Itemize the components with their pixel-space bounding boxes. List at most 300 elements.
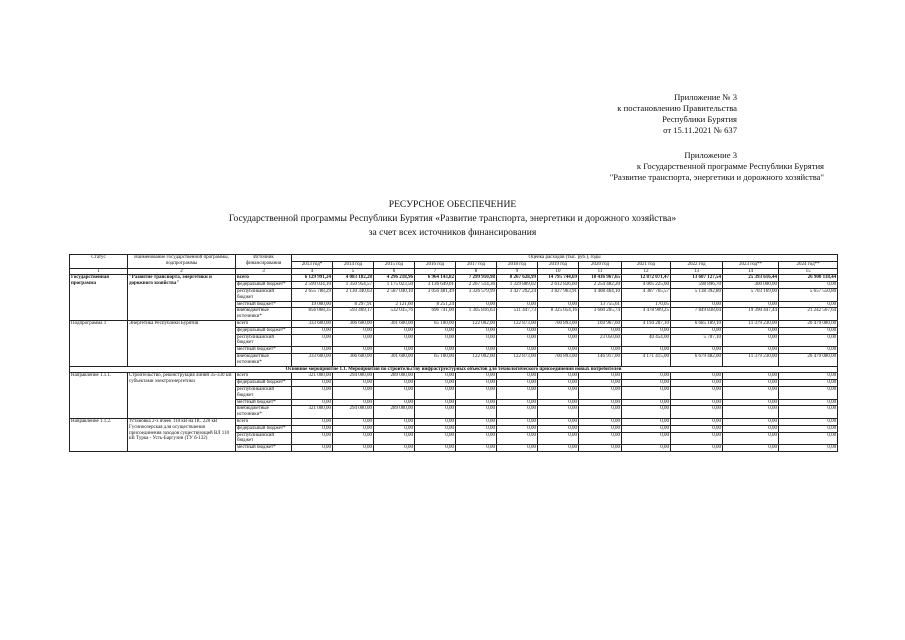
- section-title: Основное мероприятие 1.1. Мероприятия по строительству инфраструктурных объектов для технологического присоединения новых потребителей: [70, 366, 838, 373]
- row-value: 0,00: [456, 386, 497, 399]
- row-value: 2 121,60: [374, 301, 415, 308]
- row-value: 0,00: [579, 399, 622, 406]
- header-status: Статус: [70, 255, 128, 269]
- row-value: 0,00: [671, 301, 723, 308]
- row-value: 21 242 567,64: [779, 308, 838, 321]
- row-program-name: Установка 2-х ячеек 110 кВ на ПС 220 кВ Гусиноозерская для осуществления присоединения заходов существующей ВЛ 110 кВ Турка - Усть-Баргузин (ТУ б-132): [128, 418, 236, 451]
- row-value: 0,00: [456, 301, 497, 308]
- row-value: 14 795 744,69: [538, 275, 579, 282]
- row-value: 0,00: [538, 347, 579, 354]
- row-value: 4 478 909,25: [622, 308, 671, 321]
- row-value: 0,00: [497, 327, 538, 334]
- row-value: 25 393 616,44: [723, 275, 779, 282]
- row-value: 5 703 169,00: [723, 288, 779, 301]
- row-value: 0,00: [456, 425, 497, 432]
- row-value: 122 002,00: [456, 353, 497, 366]
- row-value: 8 297,91: [333, 301, 374, 308]
- row-value: 0,00: [497, 380, 538, 387]
- row-value: 0,00: [333, 425, 374, 432]
- header-col-number: 10: [538, 268, 579, 275]
- row-value: 4 005 225,60: [622, 282, 671, 289]
- row-value: 0,00: [779, 282, 838, 289]
- row-value: 294 000,00: [333, 406, 374, 419]
- header-year: 2015 год: [374, 261, 415, 268]
- row-value: 19 390 447,44: [723, 308, 779, 321]
- appendix-2-line: к Государственной программе Республики Бурятия: [636, 161, 824, 171]
- row-value: 12 872 071,47: [622, 275, 671, 282]
- row-value: 0,00: [415, 432, 456, 445]
- row-source: местный бюджет*: [236, 301, 292, 308]
- row-value: 0,00: [622, 418, 671, 425]
- row-value: 0,00: [292, 445, 333, 452]
- row-value: 4 408 464,10: [579, 288, 622, 301]
- row-value: 7 299 910,98: [456, 275, 497, 282]
- header-col-number: 13: [671, 268, 723, 275]
- row-value: 0,00: [671, 347, 723, 354]
- row-value: 0,00: [538, 425, 579, 432]
- row-value: 321 000,00: [292, 373, 333, 380]
- row-value: 0,00: [723, 445, 779, 452]
- row-value: 8 325 054,16: [538, 308, 579, 321]
- row-value: 0,00: [456, 432, 497, 445]
- row-value: 0,00: [538, 418, 579, 425]
- header-col-number: 4: [292, 268, 333, 275]
- row-value: 0,00: [456, 445, 497, 452]
- row-value: 0,00: [579, 432, 622, 445]
- row-value: 0,00: [415, 399, 456, 406]
- row-value: 0,00: [374, 425, 415, 432]
- row-value: 0,00: [779, 418, 838, 425]
- row-value: 856 068,35: [292, 308, 333, 321]
- appendix-2-line: "Развитие транспорта, энергетики и дорожного хозяйства": [609, 172, 824, 182]
- row-value: 0,00: [622, 373, 671, 380]
- row-source: внебюджетные источники*: [236, 308, 292, 321]
- row-value: 0,00: [292, 425, 333, 432]
- row-value: 0,00: [671, 399, 723, 406]
- row-value: 0,00: [671, 425, 723, 432]
- row-value: 0,00: [292, 386, 333, 399]
- row-value: 321 000,00: [292, 406, 333, 419]
- row-value: 0,00: [723, 406, 779, 419]
- row-value: 11 379 230,00: [723, 320, 779, 327]
- row-value: 0,00: [622, 380, 671, 387]
- row-source: всего: [236, 373, 292, 380]
- row-value: 0,00: [779, 386, 838, 399]
- row-value: 532 035,76: [374, 308, 415, 321]
- row-value: 0,00: [779, 425, 838, 432]
- row-value: 598 896,70: [671, 282, 723, 289]
- row-value: 0,00: [671, 418, 723, 425]
- row-value: 0,00: [292, 327, 333, 334]
- row-value: 0,00: [579, 380, 622, 387]
- row-value: 0,00: [497, 445, 538, 452]
- header-program-name: Наименование государственной программы, подпрограммы: [128, 255, 236, 269]
- row-value: 0,00: [671, 373, 723, 380]
- row-value: 0,00: [415, 347, 456, 354]
- row-value: 0,00: [333, 327, 374, 334]
- header-year: 2018 год: [497, 261, 538, 268]
- row-value: 300 000,00: [723, 282, 779, 289]
- row-value: 0,00: [579, 327, 622, 334]
- row-value: 146 917,00: [579, 353, 622, 366]
- row-value: 0,00: [292, 347, 333, 354]
- row-value: 1 305 816,63: [456, 308, 497, 321]
- row-value: 23 050,60: [579, 334, 622, 347]
- row-value: 1 350 954,57: [333, 282, 374, 289]
- header-col-number: 9: [497, 268, 538, 275]
- row-value: 0,00: [456, 334, 497, 347]
- row-value: 3 827 963,91: [538, 288, 579, 301]
- row-value: 20 479 080,00: [779, 320, 838, 327]
- row-value: 0,00: [374, 418, 415, 425]
- row-value: 0,00: [622, 386, 671, 399]
- row-status: Государственная программа: [70, 275, 128, 321]
- header-year: 2017 год: [456, 261, 497, 268]
- table-row: [70, 320, 838, 327]
- row-value: 0,00: [497, 386, 538, 399]
- row-value: 0,00: [723, 418, 779, 425]
- row-status: Подпрограмма 1: [70, 320, 128, 366]
- header-col-number: 6: [374, 268, 415, 275]
- row-value: 0,00: [333, 418, 374, 425]
- row-value: 0,00: [779, 327, 838, 334]
- row-value: 2 254 482,20: [579, 282, 622, 289]
- row-value: 0,00: [622, 432, 671, 445]
- row-value: 4 171 415,00: [622, 353, 671, 366]
- row-program-name: "Развитие транспорта, энергетики и дорожного хозяйства": [128, 275, 236, 321]
- appendix-2-title: Приложение 3: [684, 150, 737, 160]
- row-value: 0,00: [415, 445, 456, 452]
- row-value: 0,00: [456, 347, 497, 354]
- row-value: 700 893,00: [538, 320, 579, 327]
- row-source: республиканский бюджет: [236, 386, 292, 399]
- row-value: 3 136 649,01: [415, 282, 456, 289]
- row-value: 0,00: [333, 386, 374, 399]
- row-value: 0,00: [779, 380, 838, 387]
- row-value: 306 600,00: [333, 320, 374, 327]
- row-value: 0,00: [415, 406, 456, 419]
- row-value: 0,00: [292, 334, 333, 347]
- table-row: [70, 275, 838, 282]
- row-value: 5 657 550,80: [779, 288, 838, 301]
- header-col-number: 11: [579, 268, 622, 275]
- row-value: 511 447,73: [497, 308, 538, 321]
- row-value: 333 600,00: [292, 320, 333, 327]
- row-value: 0,00: [497, 301, 538, 308]
- row-value: 0,00: [497, 406, 538, 419]
- row-value: 0,00: [292, 432, 333, 445]
- row-value: 0,00: [333, 432, 374, 445]
- appendix-2-block: [610, 150, 824, 183]
- document-subtitle-2: за счет всех источников финансирования: [368, 227, 537, 238]
- row-value: 170,05: [622, 301, 671, 308]
- appendix-1-date: от 15.11.2021 № 637: [663, 125, 737, 135]
- row-value: 696 741,00: [415, 308, 456, 321]
- row-value: 0,00: [333, 380, 374, 387]
- row-value: 3 660 265,74: [579, 308, 622, 321]
- row-value: 8 267 628,99: [497, 275, 538, 282]
- header-col-number: 7: [415, 268, 456, 275]
- row-value: 0,00: [723, 334, 779, 347]
- row-value: 2 599 034,10: [292, 282, 333, 289]
- row-source: внебюджетные источники*: [236, 353, 292, 366]
- row-value: 0,00: [538, 399, 579, 406]
- row-value: 0,00: [415, 425, 456, 432]
- row-value: 0,00: [374, 347, 415, 354]
- header-year: 2022 год: [671, 261, 723, 268]
- row-value: 0,00: [723, 432, 779, 445]
- row-value: 0,00: [292, 399, 333, 406]
- row-value: 13 755,61: [579, 301, 622, 308]
- row-value: 4 083 182,28: [333, 275, 374, 282]
- row-source: федеральный бюджет*: [236, 282, 292, 289]
- row-value: 0,00: [538, 334, 579, 347]
- row-value: 0,00: [333, 399, 374, 406]
- row-source: внебюджетные источники*: [236, 406, 292, 419]
- row-value: 0,00: [456, 418, 497, 425]
- row-value: 0,00: [723, 399, 779, 406]
- row-value: 40 454,00: [622, 334, 671, 347]
- table-header-row: [70, 255, 838, 262]
- row-value: 122 873,00: [497, 320, 538, 327]
- row-value: 2 612 826,60: [538, 282, 579, 289]
- header-col-number: 1: [70, 268, 128, 275]
- row-source: республиканский бюджет: [236, 288, 292, 301]
- header-col-number: 14: [723, 268, 779, 275]
- row-value: 6 679 482,00: [671, 353, 723, 366]
- row-value: 0,00: [292, 418, 333, 425]
- row-value: 0,00: [374, 432, 415, 445]
- row-value: 0,00: [671, 406, 723, 419]
- row-value: 0,00: [671, 327, 723, 334]
- header-col-number: 2: [128, 268, 236, 275]
- row-value: 0,00: [671, 432, 723, 445]
- header-estimate: Оценка расходов (тыс. руб.), годы: [292, 255, 838, 262]
- row-value: 6 129 991,24: [292, 275, 333, 282]
- row-value: 6 685 189,10: [671, 320, 723, 327]
- row-value: 301 600,00: [374, 320, 415, 327]
- row-value: 0,00: [622, 445, 671, 452]
- row-value: 0,00: [622, 399, 671, 406]
- row-value: 0,00: [723, 373, 779, 380]
- row-value: 0,00: [579, 347, 622, 354]
- row-value: 0,00: [374, 327, 415, 334]
- row-value: 0,00: [579, 425, 622, 432]
- header-col-number: 3: [236, 268, 292, 275]
- row-source: республиканский бюджет: [236, 334, 292, 347]
- row-value: 0,00: [456, 399, 497, 406]
- header-col-number: 5: [333, 268, 374, 275]
- row-value: 0,00: [497, 347, 538, 354]
- header-year: 2014 год: [333, 261, 374, 268]
- section-title-row: [70, 366, 838, 373]
- row-value: 0,00: [671, 445, 723, 452]
- row-value: 0,00: [622, 406, 671, 419]
- row-value: 0,00: [723, 301, 779, 308]
- header-year: 2013 год*: [292, 261, 333, 268]
- document-title: РЕСУРСНОЕ ОБЕСПЕЧЕНИЕ: [388, 199, 517, 210]
- row-value: 0,00: [579, 386, 622, 399]
- row-status: Направление 1.1.2.: [70, 418, 128, 451]
- row-value: 700 893,00: [538, 353, 579, 366]
- row-value: 0,00: [497, 425, 538, 432]
- document-subtitle: Государственной программы Республики Бурятия «Развитие транспорта, энергетики и дорожного хозяйства»: [228, 213, 677, 224]
- row-value: 0,00: [671, 386, 723, 399]
- row-value: 0,00: [415, 334, 456, 347]
- row-value: 0,00: [779, 301, 838, 308]
- row-value: 0,00: [622, 327, 671, 334]
- row-value: 5 138 392,80: [671, 288, 723, 301]
- row-value: 122 002,00: [456, 320, 497, 327]
- row-value: 0,00: [622, 347, 671, 354]
- row-value: 65 100,00: [415, 353, 456, 366]
- header-year: 2021 год: [622, 261, 671, 268]
- row-value: 0,00: [723, 425, 779, 432]
- row-source: федеральный бюджет*: [236, 380, 292, 387]
- row-value: 65 100,00: [415, 320, 456, 327]
- table-column-numbers-row: [70, 268, 838, 275]
- row-value: 0,00: [723, 327, 779, 334]
- row-source: местный бюджет*: [236, 347, 292, 354]
- row-source: республиканский бюджет: [236, 432, 292, 445]
- row-value: 301 600,00: [374, 353, 415, 366]
- row-value: 0,00: [723, 380, 779, 387]
- row-program-name: Энергетика Республики Бурятия: [128, 320, 236, 366]
- row-value: 0,00: [456, 327, 497, 334]
- row-value: 0,00: [779, 334, 838, 347]
- row-value: 0,00: [415, 373, 456, 380]
- row-value: 4 296 218,96: [374, 275, 415, 282]
- header-year: 2019 год: [538, 261, 579, 268]
- row-value: 0,00: [456, 406, 497, 419]
- row-value: 0,00: [456, 373, 497, 380]
- resource-table: [69, 254, 838, 452]
- row-value: 5 707,10: [671, 334, 723, 347]
- row-value: 3 427 292,24: [497, 288, 538, 301]
- row-source: всего: [236, 320, 292, 327]
- row-value: 0,00: [723, 386, 779, 399]
- row-value: 0,00: [579, 373, 622, 380]
- row-value: 0,00: [456, 380, 497, 387]
- row-value: 289 000,00: [374, 373, 415, 380]
- row-value: 169 967,60: [579, 320, 622, 327]
- row-value: 10 436 967,65: [579, 275, 622, 282]
- row-value: 4 194 287,10: [622, 320, 671, 327]
- row-value: 0,00: [538, 445, 579, 452]
- row-value: 11 379 230,00: [723, 353, 779, 366]
- row-value: 1 175 023,50: [374, 282, 415, 289]
- row-value: 0,00: [374, 334, 415, 347]
- row-value: 122 873,00: [497, 353, 538, 366]
- row-value: 3 326 579,99: [456, 288, 497, 301]
- row-value: 0,00: [538, 406, 579, 419]
- row-value: 333 600,00: [292, 353, 333, 366]
- row-value: 0,00: [579, 406, 622, 419]
- row-value: 3 056 481,49: [415, 288, 456, 301]
- row-value: 0,00: [333, 334, 374, 347]
- row-value: 0,00: [671, 380, 723, 387]
- row-value: 593 469,17: [333, 308, 374, 321]
- appendix-1-title: Приложение № 3: [674, 92, 737, 102]
- header-year: 2024 год**: [779, 261, 838, 268]
- row-value: 20 479 080,00: [779, 353, 838, 366]
- header-year: 2016 год: [415, 261, 456, 268]
- row-value: 6 964 143,82: [415, 275, 456, 282]
- row-value: 2 267 514,36: [456, 282, 497, 289]
- header-col-number: 12: [622, 268, 671, 275]
- row-value: 2 655 788,29: [292, 288, 333, 301]
- row-value: 0,00: [333, 347, 374, 354]
- row-source: всего: [236, 418, 292, 425]
- row-value: 294 000,00: [333, 373, 374, 380]
- row-value: 0,00: [538, 386, 579, 399]
- row-value: 0,00: [779, 347, 838, 354]
- row-value: 0,00: [779, 373, 838, 380]
- row-value: 0,00: [333, 445, 374, 452]
- row-value: 0,00: [374, 445, 415, 452]
- row-value: 2 587 040,10: [374, 288, 415, 301]
- header-year: 2023 год**: [723, 261, 779, 268]
- table-row: [70, 373, 838, 380]
- row-value: 4 387 765,57: [622, 288, 671, 301]
- row-value: 0,00: [779, 406, 838, 419]
- appendix-1-block: [617, 92, 737, 136]
- header-col-number: 15: [779, 268, 838, 275]
- appendix-1-line: Республики Бурятия: [662, 114, 737, 124]
- row-value: 0,00: [415, 327, 456, 334]
- header-source: Источник финансирования: [236, 255, 292, 269]
- table-row: [70, 418, 838, 425]
- row-value: 0,00: [538, 373, 579, 380]
- row-source: федеральный бюджет*: [236, 425, 292, 432]
- row-value: 0,00: [779, 432, 838, 445]
- row-value: 0,00: [538, 432, 579, 445]
- row-value: 13 607 127,54: [671, 275, 723, 282]
- row-value: 0,00: [497, 418, 538, 425]
- row-value: 0,00: [497, 432, 538, 445]
- row-value: 8 251,24: [415, 301, 456, 308]
- row-value: 2 130 340,63: [333, 288, 374, 301]
- row-value: 0,00: [779, 399, 838, 406]
- header-col-number: 8: [456, 268, 497, 275]
- row-value: 26 900 118,44: [779, 275, 838, 282]
- row-source: федеральный бюджет*: [236, 327, 292, 334]
- row-value: 0,00: [374, 380, 415, 387]
- row-value: 0,00: [374, 399, 415, 406]
- row-value: 0,00: [723, 347, 779, 354]
- row-source: всего: [236, 275, 292, 282]
- row-value: 0,00: [292, 380, 333, 387]
- row-value: 0,00: [497, 399, 538, 406]
- header-year: 2020 год: [579, 261, 622, 268]
- row-value: 0,00: [538, 301, 579, 308]
- row-value: 0,00: [415, 380, 456, 387]
- row-value: 0,00: [497, 373, 538, 380]
- row-value: 0,00: [497, 334, 538, 347]
- row-value: 7 849 838,04: [671, 308, 723, 321]
- row-value: 0,00: [415, 386, 456, 399]
- row-value: 289 000,00: [374, 406, 415, 419]
- row-source: местный бюджет*: [236, 445, 292, 452]
- row-value: 1 329 889,02: [497, 282, 538, 289]
- appendix-1-line: к постановлению Правительства: [617, 103, 737, 113]
- row-value: 0,00: [538, 327, 579, 334]
- row-value: 0,00: [579, 418, 622, 425]
- row-program-name: Строительство, реконструкция линий 35-330 кВ субъектами электроэнергетики: [128, 373, 236, 419]
- row-value: 306 600,00: [333, 353, 374, 366]
- row-value: 19 000,00: [292, 301, 333, 308]
- row-value: 0,00: [622, 425, 671, 432]
